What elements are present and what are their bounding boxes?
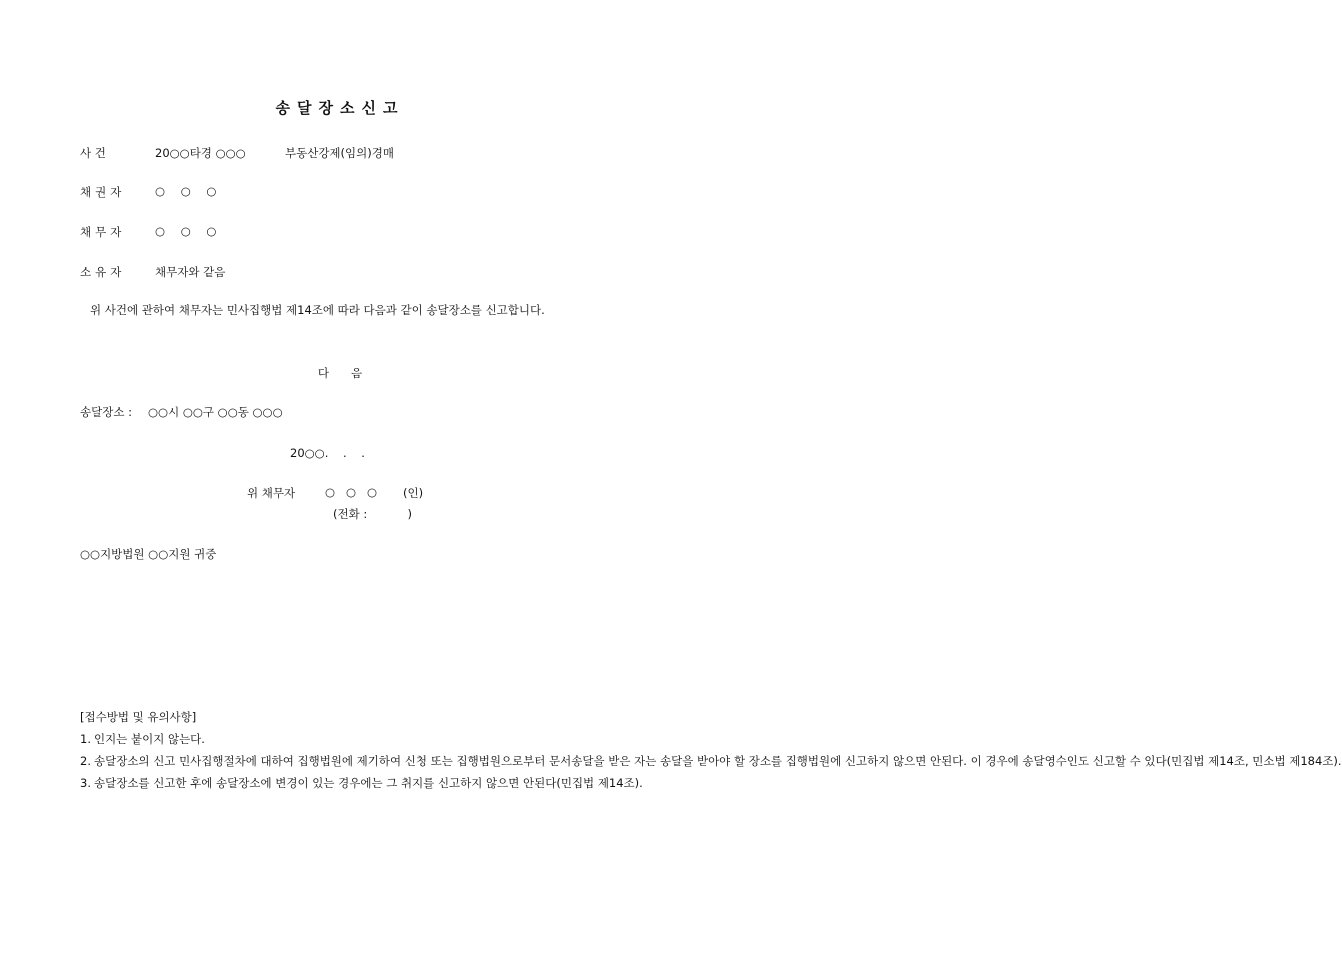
note-text: 송달장소를 신고한 후에 송달장소에 변경이 있는 경우에는 그 취지를 신고하지 않으면 안된다(민집법 제14조). [94, 776, 643, 790]
note-text: 인지는 붙이지 않는다. [94, 732, 205, 746]
delivery-address: ○○시 ○○구 ○○동 ○○○ [148, 405, 283, 419]
document-title: 송달장소신고 [275, 99, 405, 117]
note-item [80, 772, 643, 794]
note-number: 2. [80, 754, 91, 768]
note-number: 3. [80, 776, 91, 790]
court-recipient: ○○지방법원 ○○지원 귀중 [80, 547, 217, 561]
phone-line: (전화 : ) [333, 507, 412, 521]
debtor-label: 채무자 [80, 225, 126, 239]
note-item [80, 728, 604, 750]
delivery-label: 송달장소 : [80, 405, 132, 419]
note-number: 1. [80, 732, 91, 746]
notes-section [80, 706, 1342, 794]
heading-next: 다 음 [317, 366, 363, 380]
notes-heading: [접수방법 및 유의사항] [80, 710, 197, 724]
owner-label: 소유자 [80, 265, 126, 279]
note-text: 송달장소의 신고 민사집행절차에 대하여 집행법원에 제기하여 신청 또는 집행법원으로부터 문서송달을 받은 자는 송달을 받아야 할 장소를 집행법원에 신고하지 않으면 안된다. 이 경우에 송달영수인도 신고할 수 있다(민집법 제14조, 민소법 제184조). [94, 754, 1342, 768]
case-label: 사 건 [80, 146, 106, 160]
seal-mark: (인) [403, 486, 424, 500]
signer-label: 위 채무자 [247, 486, 296, 500]
filing-date: 20○○. . . [290, 446, 365, 460]
case-name: 부동산강제(임의)경매 [285, 146, 394, 160]
creditor-name: ○ ○ ○ [155, 184, 217, 198]
creditor-label: 채권자 [80, 185, 126, 199]
note-item [80, 750, 1342, 772]
case-number: 20○○타경 ○○○ [155, 146, 246, 160]
debtor-name: ○ ○ ○ [155, 224, 217, 238]
body-paragraph: 위 사건에 관하여 채무자는 민사집행법 제14조에 따라 다음과 같이 송달장소를 신고합니다. [90, 303, 545, 317]
signer-name: ○ ○ ○ [325, 485, 378, 499]
owner-value: 채무자와 같음 [155, 265, 226, 279]
